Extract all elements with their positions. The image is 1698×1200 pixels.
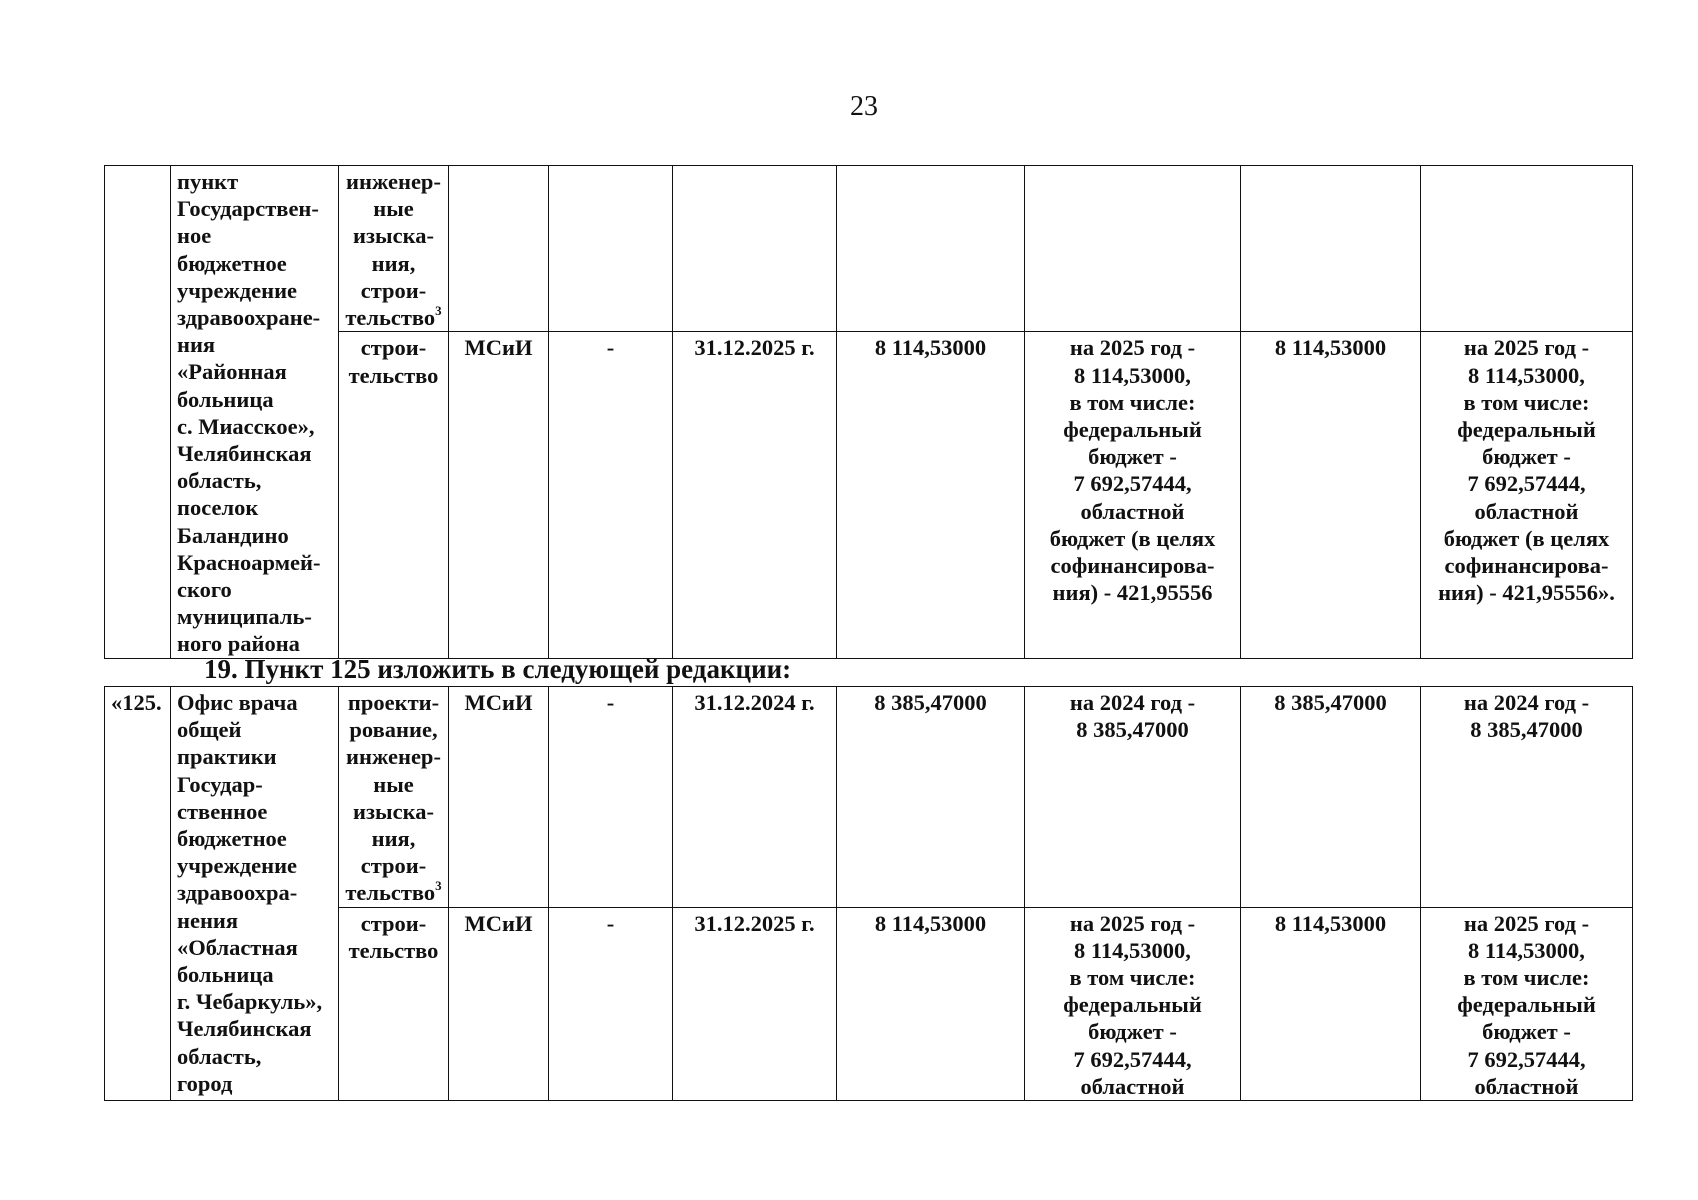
cost-cell: 8 114,53000 [837, 907, 1025, 1100]
cost-cell: 8 114,53000 [837, 332, 1025, 658]
work-stage-cell: проекти- рование, инженер- ные изыска- ния, строи- тельство$^3$ [339, 687, 449, 908]
financing-cell: на 2025 год - 8 114,53000, в том числе: федеральный бюджет - 7 692,57444, областной бюджет (в целях софинансирова- ния) - 421,95556 [1025, 332, 1241, 658]
limit-cell [1241, 166, 1421, 332]
amendment-instruction: 19. Пункт 125 изложить в следующей редакции: [204, 654, 792, 684]
table-continuation [104, 165, 1633, 659]
customer-cell: МСиИ [449, 687, 549, 908]
deadline-cell [673, 166, 837, 332]
dash-cell [549, 166, 673, 332]
work-stage-cell: инженер- ные изыска- ния, строи- тельство$^3$ [339, 166, 449, 332]
dash-cell: - [549, 687, 673, 908]
financing-cell: на 2025 год - 8 114,53000, в том числе: федеральный бюджет - 7 692,57444, областной [1025, 907, 1241, 1100]
table-item-125 [104, 686, 1633, 1101]
table-row [105, 166, 1633, 332]
index-cell: «125. [105, 687, 171, 1101]
financing-cell: на 2024 год - 8 385,47000 [1025, 687, 1241, 908]
object-name-cell: пункт Государствен- ное бюджетное учреждение здравоохране- ния «Районная больница с. Миасское», Челябинская область, поселок Баландино Красноармей- ского муниципаль- ного района [171, 166, 339, 659]
cost-cell: 8 385,47000 [837, 687, 1025, 908]
deadline-cell: 31.12.2025 г. [673, 332, 837, 658]
customer-cell: МСиИ [449, 907, 549, 1100]
cost-cell [837, 166, 1025, 332]
work-stage-cell: строи- тельство [339, 332, 449, 658]
table-row [105, 687, 1633, 908]
dash-cell: - [549, 332, 673, 658]
limit-cell: 8 114,53000 [1241, 332, 1421, 658]
limit-financing-cell: на 2025 год - 8 114,53000, в том числе: федеральный бюджет - 7 692,57444, областной [1421, 907, 1633, 1100]
page-number: 23 [850, 91, 878, 122]
customer-cell: МСиИ [449, 332, 549, 658]
limit-cell: 8 114,53000 [1241, 907, 1421, 1100]
limit-financing-cell: на 2024 год - 8 385,47000 [1421, 687, 1633, 908]
customer-cell [449, 166, 549, 332]
deadline-cell: 31.12.2024 г. [673, 687, 837, 908]
limit-cell: 8 385,47000 [1241, 687, 1421, 908]
object-name-cell: Офис врача общей практики Государ- ственное бюджетное учреждение здравоохра- нения «Областная больница г. Чебаркуль», Челябинская область, город [171, 687, 339, 1101]
dash-cell: - [549, 907, 673, 1100]
financing-cell [1025, 166, 1241, 332]
work-stage-cell: строи- тельство [339, 907, 449, 1100]
limit-financing-cell [1421, 166, 1633, 332]
index-cell [105, 166, 171, 659]
deadline-cell: 31.12.2025 г. [673, 907, 837, 1100]
limit-financing-cell: на 2025 год - 8 114,53000, в том числе: федеральный бюджет - 7 692,57444, областной бюджет (в целях софинансирова- ния) - 421,95556». [1421, 332, 1633, 658]
